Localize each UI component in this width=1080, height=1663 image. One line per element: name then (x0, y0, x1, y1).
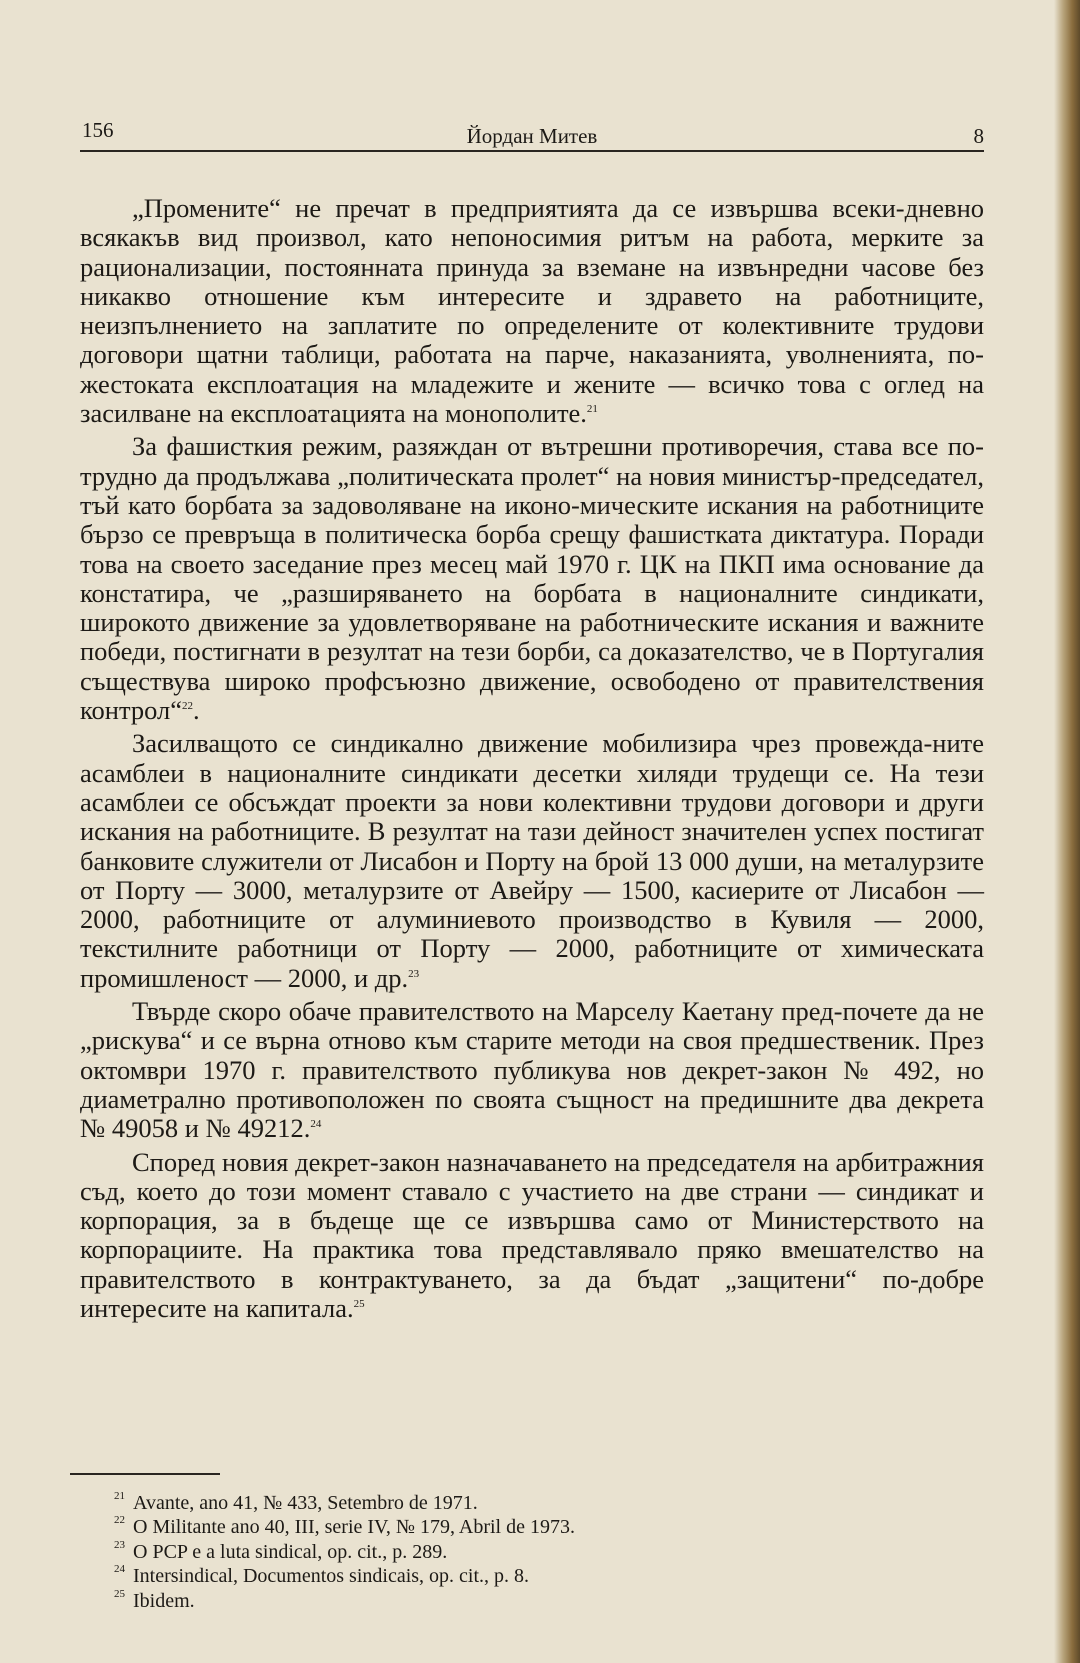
main-text (80, 194, 984, 1323)
footnote-ref: 23 (408, 967, 420, 980)
paragraph (80, 997, 984, 1143)
footnote-text: O Militante ano 40, III, serie IV, № 179, Abril de 1973. (133, 1516, 575, 1539)
paragraph (80, 194, 984, 428)
footnote-number: 21 (114, 1490, 125, 1502)
footnotes (114, 1491, 814, 1613)
paragraph-text: Засилващото се синдикално движение мобилизира чрез провежда-ните асамблеи в националните синдикати десетки хиляди трудещи се. На тези асамблеи се обсъждат проекти за нови колективни трудови договори и други искания на работниците. В резултат на тази дейност значителен успех постигат банковите служители от Лисабон и Порту на брой 13 000 души, на металурзите от Порту — 3000, металурзите от Авейру — 1500, касиерите от Лисабон — 2000, работниците от алуминиевото производство в Кувиля — 2000, текстилните работници от Порту — 2000, работниците от химическата промишленост — 2000, и др. (80, 728, 984, 993)
footnote-text: Ibidem. (133, 1589, 195, 1612)
footnote-number: 24 (114, 1563, 125, 1576)
running-header (80, 108, 984, 152)
paragraph-text: Твърде скоро обаче правителството на Марселу Каетану пред-почете да не „рискува“ и се върна отново към старите методи на своя предшественик. През октомври 1970 г. правителството публикува нов декрет-закон № 492, но диаметрално противоположен по своята същност на предишните два декрета № 49058 и № 49212. (80, 996, 984, 1144)
paragraph (80, 432, 984, 725)
paragraph-text: „Промените“ не пречат в предприятията да се извършва всеки-дневно всякакъв вид произвол, като непоносимия ритъм на работа, мерките за рационализации, постоянната принуда за вземане на извънредни часове без никакво отношение към интересите и здравето на работниците, неизпълнението на заплатите по определените от колективните трудови договори щатни таблици, работата на парче, наказанията, уволненията, по-жестоката експлоатация на младежите и жените — всичко това с оглед на засилване на експлоатацията на монополите. (80, 193, 984, 429)
paragraph-text: За фашисткия режим, разяждан от вътрешни противоречия, става все по-трудно да продължава „политическата пролет“ на новия министър-председател, тъй като борбата за задоволяване на иконо-мическите искания на работниците бързо се превръща в политическа борба срещу фашистката диктатура. Поради това на своето заседание през месец май 1970 г. ЦК на ПКП има основание да констатира, че „разширяването на борбата в националните синдикати, широкото движение за удовлетворяване на работническите искания и важните победи, постигнати в резултат на тези борби, са доказателство, че в Португалия съществува широко профсъюзно движение, освободено от правителствения контрол“ (80, 431, 984, 726)
footnote (114, 1491, 814, 1515)
page-number: 156 (82, 118, 114, 142)
footnote-number: 25 (114, 1587, 125, 1600)
book-page (80, 108, 984, 1327)
paragraph-text: Според новия декрет-закон назначаването на председателя на арбитражния съд, което до този момент ставало с участието на две страни — синдикат и корпорация, за в бъдеще ще се извършва само от Министерството на корпорациите. На практика това представлявало пряко вмешателство на правителството в контрактуването, за да бъдат „защитени“ по-добре интересите на капитала. (80, 1146, 984, 1323)
footnote-number: 22 (114, 1514, 125, 1527)
footnote-separator (70, 1473, 220, 1475)
footnote (114, 1564, 814, 1588)
footnote-text: Intersindical, Documentos sindicais, op. cit., p. 8. (133, 1565, 530, 1588)
chapter-number: 8 (973, 124, 984, 148)
footnote-text: O PCP e a luta sindical, op. cit., p. 289. (133, 1540, 448, 1563)
footnote-number: 23 (114, 1538, 125, 1551)
paragraph (80, 729, 984, 993)
footnote-ref: 22 (182, 700, 194, 713)
paragraph-tail: . (193, 695, 200, 726)
running-head-author: Йордан Митев (466, 124, 598, 148)
footnote (114, 1515, 814, 1539)
footnote-ref: 25 (353, 1297, 365, 1310)
paragraph (80, 1148, 984, 1324)
footnote-text: Avante, ano 41, № 433, Setembro de 1971. (133, 1492, 478, 1514)
footnote (114, 1540, 814, 1564)
footnote-ref: 21 (586, 403, 598, 416)
book-spine-shadow (1054, 0, 1080, 1663)
footnote (114, 1589, 814, 1613)
footnote-ref: 24 (310, 1118, 322, 1131)
